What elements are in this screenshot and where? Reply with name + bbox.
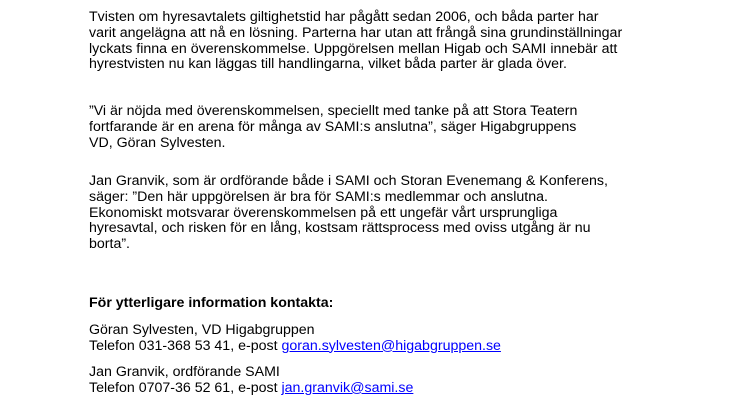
contact-name: Göran Sylvesten, VD Higabgruppen bbox=[89, 322, 315, 338]
contact-phone: Telefon 0707-36 52 61, e-post bbox=[89, 379, 282, 396]
email-link-higab[interactable]: goran.sylvesten@higabgruppen.se bbox=[281, 337, 501, 354]
contact-block-sami bbox=[89, 365, 413, 397]
contact-name: Jan Granvik, ordförande SAMI bbox=[89, 364, 280, 380]
contact-phone: Telefon 031-368 53 41, e-post bbox=[89, 337, 282, 354]
contact-block-higab bbox=[89, 323, 501, 355]
contact-phone-line bbox=[89, 381, 413, 397]
paragraph-sami-quote: Jan Granvik, som är ordförande både i SAMI och Storan Evenemang & Konferens, säger: ”Den här uppgörelsen är bra för SAMI:s medlemmar och anslutna. Ekonomiskt motsvarar överenskommelsen på ett ungefär vårt ursprungliga hyresavtal, och risken för en lång, kostsam rättsprocess med oviss utgång är nu borta”. bbox=[89, 173, 608, 253]
contact-phone-line bbox=[89, 339, 501, 355]
paragraph-dispute: Tvisten om hyresavtalets giltighetstid har pågått sedan 2006, och båda parter har varit angelägna att nå en lösning. Parterna har utan att frångå sina grundinställningar lyckats finna en överenskommelse. Uppgörelsen mellan Higab och SAMI innebär att hyrestvisten nu kan läggas till handlingarna, vilket båda parter är glada över. bbox=[89, 9, 623, 73]
contact-heading: För ytterligare information kontakta: bbox=[89, 295, 334, 311]
paragraph-higab-quote: ”Vi är nöjda med överenskommelsen, speciellt med tanke på att Stora Teatern fortfarande är en arena för många av SAMI:s anslutna”, säger Higabgruppens VD, Göran Sylvesten. bbox=[89, 103, 578, 151]
email-link-sami[interactable]: jan.granvik@sami.se bbox=[281, 379, 414, 396]
